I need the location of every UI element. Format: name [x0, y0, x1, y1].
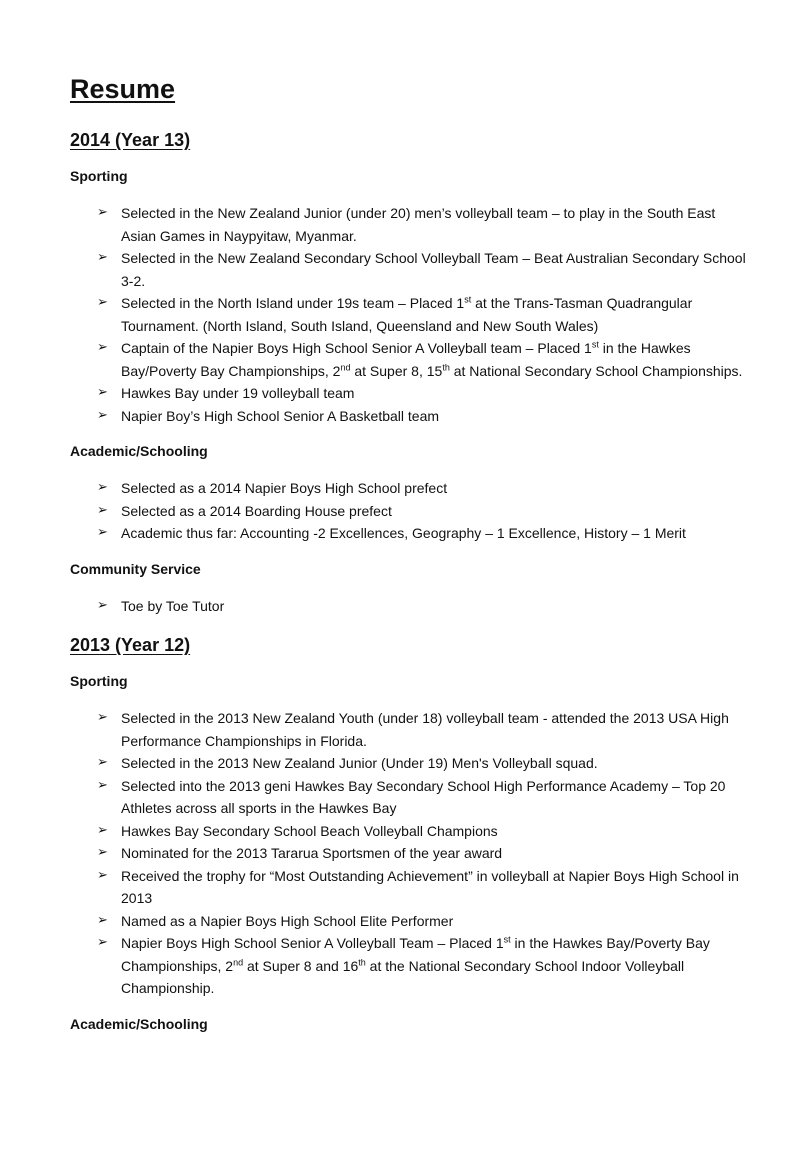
- list-item: [97, 932, 750, 1000]
- list-item-text: Selected in the 2013 New Zealand Junior (Under 19) Men's Volleyball squad.: [121, 755, 598, 771]
- list-item-text: Napier Boys High School Senior A Volleyball Team – Placed 1st in the Hawkes Bay/Poverty Bay Championships, 2nd at Super 8 and 16th at the National Secondary School Indoor Volleyball Championship.: [121, 934, 710, 996]
- list-item: [97, 842, 750, 865]
- arrow-bullet-icon: ➢: [97, 250, 108, 265]
- arrow-bullet-icon: ➢: [97, 777, 108, 793]
- list-item-text: Academic thus far: Accounting -2 Excellences, Geography – 1 Excellence, History – 1 Merit: [121, 525, 686, 541]
- list-item: [97, 292, 750, 337]
- year-heading-2014: 2014 (Year 13): [70, 130, 191, 150]
- section-label-community-2014: Community Service: [70, 560, 201, 577]
- sporting-list-2013: [70, 707, 750, 1000]
- list-item: [97, 820, 750, 843]
- list-item-text: Selected in the 2013 New Zealand Youth (under 18) volleyball team - attended the 2013 USA High Performance Championships in Florida.: [121, 710, 729, 749]
- arrow-bullet-icon: ➢: [97, 525, 108, 540]
- list-item: [97, 522, 750, 545]
- list-item: [97, 707, 750, 752]
- arrow-bullet-icon: ➢: [97, 845, 108, 860]
- list-item: [97, 500, 750, 523]
- list-item-text: Selected as a 2014 Boarding House prefect: [121, 502, 392, 519]
- list-item-text: Captain of the Napier Boys High School Senior A Volleyball team – Placed 1st in the Hawkes Bay/Poverty Bay Championships, 2nd at Super 8, 15th at National Secondary School Championships.: [121, 339, 743, 379]
- list-item-text: Selected in the New Zealand Secondary School Volleyball Team – Beat Australian Secondary School 3-2.: [121, 250, 746, 289]
- list-item: [97, 202, 750, 247]
- list-item: [97, 337, 750, 382]
- arrow-bullet-icon: ➢: [97, 480, 108, 495]
- list-item: [97, 382, 750, 405]
- list-item: [97, 405, 750, 428]
- list-item: [97, 477, 750, 500]
- list-item-text: Selected as a 2014 Napier Boys High School prefect: [121, 480, 448, 496]
- list-item-text: Received the trophy for “Most Outstanding Achievement” in volleyball at Napier Boys High School in 2013: [121, 867, 739, 906]
- arrow-bullet-icon: ➢: [97, 502, 108, 518]
- community-list-2014: [70, 595, 750, 618]
- sporting-list-2014: [70, 202, 750, 427]
- section-label-academic-2014: Academic/Schooling: [70, 443, 208, 459]
- arrow-bullet-icon: ➢: [97, 822, 108, 838]
- page-title: Resume: [70, 74, 176, 104]
- list-item-text: Named as a Napier Boys High School Elite Performer: [121, 912, 454, 929]
- section-label-sporting-2013: Sporting: [70, 673, 128, 689]
- list-item-text: Selected in the New Zealand Junior (under 20) men’s volleyball team – to play in the South East Asian Games in Naypyitaw, Myanmar.: [121, 205, 716, 244]
- resume-page: [70, 72, 750, 1034]
- arrow-bullet-icon: ➢: [97, 755, 108, 770]
- list-item-text: Selected in the North Island under 19s team – Placed 1st at the Trans-Tasman Quadrangular Tournament. (North Island, South Island, Queensland and New South Wales): [121, 294, 693, 334]
- year-heading-2013: 2013 (Year 12): [70, 635, 191, 655]
- list-item: [97, 595, 750, 618]
- arrow-bullet-icon: ➢: [97, 295, 108, 310]
- arrow-bullet-icon: ➢: [97, 340, 108, 355]
- arrow-bullet-icon: ➢: [97, 710, 108, 725]
- arrow-bullet-icon: ➢: [97, 407, 108, 423]
- arrow-bullet-icon: ➢: [97, 935, 108, 950]
- arrow-bullet-icon: ➢: [97, 912, 108, 928]
- arrow-bullet-icon: ➢: [97, 205, 108, 220]
- section-label-sporting-2014: Sporting: [70, 168, 128, 184]
- list-item: [97, 910, 750, 933]
- arrow-bullet-icon: ➢: [97, 597, 108, 613]
- list-item-text: Napier Boy’s High School Senior A Basketball team: [121, 407, 440, 424]
- list-item: [97, 865, 750, 910]
- list-item-text: Nominated for the 2013 Tararua Sportsmen of the year award: [121, 845, 503, 861]
- list-item-text: Toe by Toe Tutor: [121, 597, 225, 614]
- list-item-text: Hawkes Bay Secondary School Beach Volleyball Champions: [121, 822, 498, 839]
- list-item: [97, 752, 750, 775]
- academic-list-2014: [70, 477, 750, 545]
- arrow-bullet-icon: ➢: [97, 385, 108, 400]
- arrow-bullet-icon: ➢: [97, 867, 108, 883]
- list-item-text: Hawkes Bay under 19 volleyball team: [121, 385, 355, 401]
- section-label-academic-2013: Academic/Schooling: [70, 1015, 208, 1032]
- list-item: [97, 247, 750, 292]
- list-item-text: Selected into the 2013 geni Hawkes Bay Secondary School High Performance Academy – Top 20 Athletes across all sports in the Hawkes Bay: [121, 777, 726, 816]
- list-item: [97, 775, 750, 820]
